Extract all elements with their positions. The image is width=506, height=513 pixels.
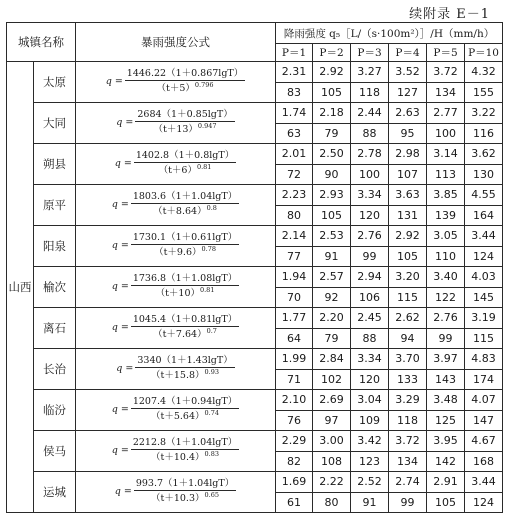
- formula-q-symbol: q =: [116, 116, 134, 128]
- h-value-cell: 109: [351, 410, 389, 431]
- table-row: [7, 226, 503, 247]
- h-value-cell: 76: [276, 410, 313, 431]
- formula-denominator: （t＋10.3）: [151, 493, 205, 505]
- header-intensity: 降雨强度 q₅［L/（s·100m²）］/H（mm/h）: [276, 23, 503, 44]
- h-value-cell: 88: [351, 328, 389, 349]
- header-period: P＝2: [313, 44, 351, 62]
- h-value-cell: 70: [276, 287, 313, 308]
- formula-q-symbol: q =: [111, 403, 129, 415]
- h-value-cell: 61: [276, 492, 313, 513]
- city-name-cell: 阳泉: [34, 226, 76, 267]
- q-value-cell: 2.63: [389, 103, 427, 124]
- formula-q-symbol: q =: [111, 444, 129, 456]
- q-value-cell: 1.99: [276, 349, 313, 370]
- h-value-cell: 102: [313, 369, 351, 390]
- q-value-cell: 2.74: [389, 472, 427, 493]
- formula-cell: [76, 472, 276, 513]
- formula-denominator: （t＋15.8）: [151, 370, 205, 382]
- q-value-cell: 4.07: [465, 390, 503, 411]
- h-value-cell: 94: [389, 328, 427, 349]
- q-value-cell: 2.69: [313, 390, 351, 411]
- q-value-cell: 3.14: [427, 144, 465, 165]
- q-value-cell: 4.32: [465, 62, 503, 83]
- formula-cell: [76, 390, 276, 431]
- q-value-cell: 3.00: [313, 431, 351, 452]
- q-value-cell: 2.18: [313, 103, 351, 124]
- formula-exponent: 0.83: [204, 450, 220, 459]
- h-value-cell: 130: [465, 164, 503, 185]
- formula-q-symbol: q =: [114, 157, 132, 169]
- table-row: [7, 185, 503, 206]
- q-value-cell: 2.23: [276, 185, 313, 206]
- h-value-cell: 92: [313, 287, 351, 308]
- h-value-cell: 139: [427, 205, 465, 226]
- formula-cell: [76, 267, 276, 308]
- q-value-cell: 2.22: [313, 472, 351, 493]
- formula-denominator: （t＋5）: [156, 83, 195, 95]
- formula-denominator: （t＋13）: [153, 124, 198, 136]
- header-period: P＝10: [465, 44, 503, 62]
- q-value-cell: 2.57: [313, 267, 351, 288]
- city-name-cell: 榆次: [34, 267, 76, 308]
- q-value-cell: 3.72: [389, 431, 427, 452]
- header-formula: 暴雨强度公式: [76, 23, 276, 62]
- q-value-cell: 2.77: [427, 103, 465, 124]
- formula-fraction: [115, 479, 236, 505]
- table-row: [7, 267, 503, 288]
- q-value-cell: 3.72: [427, 62, 465, 83]
- q-value-cell: 2.98: [389, 144, 427, 165]
- q-value-cell: 4.67: [465, 431, 503, 452]
- q-value-cell: 2.50: [313, 144, 351, 165]
- formula-exponent: 0.8: [206, 204, 217, 213]
- formula-fraction: [112, 438, 239, 464]
- h-value-cell: 115: [465, 328, 503, 349]
- h-value-cell: 106: [351, 287, 389, 308]
- q-value-cell: 2.45: [351, 308, 389, 329]
- q-value-cell: 2.44: [351, 103, 389, 124]
- h-value-cell: 110: [427, 246, 465, 267]
- q-value-cell: 2.31: [276, 62, 313, 83]
- q-value-cell: 2.91: [427, 472, 465, 493]
- q-value-cell: 2.84: [313, 349, 351, 370]
- h-value-cell: 118: [351, 82, 389, 103]
- h-value-cell: 90: [313, 164, 351, 185]
- formula-numerator: 1803.6（1＋1.04lgT）: [131, 192, 239, 204]
- table-row: [7, 390, 503, 411]
- formula-numerator: 1730.1（1＋0.61lgT）: [131, 233, 239, 245]
- h-value-cell: 108: [313, 451, 351, 472]
- table-row: [7, 144, 503, 165]
- q-value-cell: 4.03: [465, 267, 503, 288]
- q-value-cell: 3.44: [465, 472, 503, 493]
- h-value-cell: 79: [313, 123, 351, 144]
- h-value-cell: 80: [313, 492, 351, 513]
- h-value-cell: 174: [465, 369, 503, 390]
- header-period: P＝3: [351, 44, 389, 62]
- h-value-cell: 142: [427, 451, 465, 472]
- h-value-cell: 97: [313, 410, 351, 431]
- q-value-cell: 2.78: [351, 144, 389, 165]
- formula-numerator: 1736.8（1＋1.08lgT）: [131, 274, 239, 286]
- h-value-cell: 125: [427, 410, 465, 431]
- formula-denominator: （t＋5.64）: [151, 411, 205, 423]
- q-value-cell: 3.04: [351, 390, 389, 411]
- h-value-cell: 124: [465, 492, 503, 513]
- rainfall-intensity-table: [6, 22, 503, 513]
- q-value-cell: 1.94: [276, 267, 313, 288]
- q-value-cell: 3.70: [389, 349, 427, 370]
- table-row: [7, 103, 503, 124]
- q-value-cell: 2.92: [389, 226, 427, 247]
- formula-fraction: [112, 315, 239, 341]
- q-value-cell: 2.62: [389, 308, 427, 329]
- h-value-cell: 145: [465, 287, 503, 308]
- formula-fraction: [112, 397, 239, 423]
- city-name-cell: 长治: [34, 349, 76, 390]
- formula-fraction: [116, 356, 234, 382]
- q-value-cell: 3.40: [427, 267, 465, 288]
- header-period: P＝4: [389, 44, 427, 62]
- formula-numerator: 2684（1＋0.85lgT）: [135, 110, 234, 122]
- h-value-cell: 95: [389, 123, 427, 144]
- formula-q-symbol: q =: [111, 239, 129, 251]
- city-name-cell: 临汾: [34, 390, 76, 431]
- formula-exponent: 0.81: [199, 286, 215, 295]
- header-period: P＝5: [427, 44, 465, 62]
- formula-numerator: 3340（1＋1.43lgT）: [135, 356, 234, 368]
- q-value-cell: 3.95: [427, 431, 465, 452]
- h-value-cell: 134: [389, 451, 427, 472]
- city-name-cell: 原平: [34, 185, 76, 226]
- h-value-cell: 105: [427, 492, 465, 513]
- h-value-cell: 105: [389, 246, 427, 267]
- h-value-cell: 127: [389, 82, 427, 103]
- formula-exponent: 0.7: [206, 327, 217, 336]
- q-value-cell: 2.53: [313, 226, 351, 247]
- h-value-cell: 143: [427, 369, 465, 390]
- formula-fraction: [112, 233, 239, 259]
- formula-fraction: [116, 110, 234, 136]
- q-value-cell: 1.74: [276, 103, 313, 124]
- q-value-cell: 3.22: [465, 103, 503, 124]
- h-value-cell: 63: [276, 123, 313, 144]
- h-value-cell: 147: [465, 410, 503, 431]
- q-value-cell: 3.34: [351, 185, 389, 206]
- h-value-cell: 99: [351, 246, 389, 267]
- city-name-cell: 太原: [34, 62, 76, 103]
- h-value-cell: 79: [313, 328, 351, 349]
- h-value-cell: 113: [427, 164, 465, 185]
- q-value-cell: 2.14: [276, 226, 313, 247]
- q-value-cell: 3.52: [389, 62, 427, 83]
- formula-fraction: [106, 69, 246, 95]
- q-value-cell: 3.29: [389, 390, 427, 411]
- formula-cell: [76, 103, 276, 144]
- table-row: [7, 62, 503, 83]
- q-value-cell: 2.20: [313, 308, 351, 329]
- h-value-cell: 99: [427, 328, 465, 349]
- q-value-cell: 3.05: [427, 226, 465, 247]
- h-value-cell: 134: [427, 82, 465, 103]
- q-value-cell: 2.93: [313, 185, 351, 206]
- q-value-cell: 3.19: [465, 308, 503, 329]
- h-value-cell: 72: [276, 164, 313, 185]
- formula-exponent: 0.78: [201, 245, 216, 254]
- h-value-cell: 124: [465, 246, 503, 267]
- h-value-cell: 120: [351, 369, 389, 390]
- formula-q-symbol: q =: [111, 198, 129, 210]
- q-value-cell: 2.10: [276, 390, 313, 411]
- q-value-cell: 2.76: [427, 308, 465, 329]
- header-city-name: 城镇名称: [7, 23, 76, 62]
- province-cell: 山西: [7, 62, 34, 513]
- q-value-cell: 3.27: [351, 62, 389, 83]
- h-value-cell: 133: [389, 369, 427, 390]
- h-value-cell: 83: [276, 82, 313, 103]
- q-value-cell: 3.63: [389, 185, 427, 206]
- formula-denominator: （t＋7.64）: [153, 329, 207, 341]
- h-value-cell: 100: [351, 164, 389, 185]
- city-name-cell: 运城: [34, 472, 76, 513]
- q-value-cell: 3.48: [427, 390, 465, 411]
- h-value-cell: 131: [389, 205, 427, 226]
- h-value-cell: 100: [427, 123, 465, 144]
- formula-exponent: 0.81: [196, 163, 212, 172]
- formula-cell: [76, 62, 276, 103]
- h-value-cell: 164: [465, 205, 503, 226]
- table-row: [7, 431, 503, 452]
- formula-cell: [76, 226, 276, 267]
- formula-numerator: 2212.8（1＋1.04lgT）: [131, 438, 239, 450]
- formula-exponent: 0.796: [194, 81, 214, 90]
- h-value-cell: 155: [465, 82, 503, 103]
- city-name-cell: 侯马: [34, 431, 76, 472]
- h-value-cell: 168: [465, 451, 503, 472]
- city-name-cell: 朔县: [34, 144, 76, 185]
- formula-fraction: [112, 192, 239, 218]
- h-value-cell: 116: [465, 123, 503, 144]
- formula-exponent: 0.947: [197, 122, 217, 131]
- q-value-cell: 2.94: [351, 267, 389, 288]
- formula-q-symbol: q =: [105, 75, 123, 87]
- q-value-cell: 3.34: [351, 349, 389, 370]
- q-value-cell: 4.83: [465, 349, 503, 370]
- header-period: P＝1: [276, 44, 313, 62]
- h-value-cell: 99: [389, 492, 427, 513]
- h-value-cell: 64: [276, 328, 313, 349]
- formula-cell: [76, 308, 276, 349]
- formula-exponent: 0.93: [204, 368, 220, 377]
- formula-numerator: 1207.4（1＋0.94lgT）: [131, 397, 239, 409]
- city-name-cell: 大同: [34, 103, 76, 144]
- formula-q-symbol: q =: [116, 362, 134, 374]
- q-value-cell: 2.29: [276, 431, 313, 452]
- formula-denominator: （t＋10.4）: [151, 452, 205, 464]
- continued-label: 续附录 E－1: [409, 7, 490, 22]
- q-value-cell: 3.20: [389, 267, 427, 288]
- formula-q-symbol: q =: [111, 280, 129, 292]
- formula-fraction: [115, 151, 236, 177]
- q-value-cell: 1.69: [276, 472, 313, 493]
- formula-exponent: 0.65: [204, 491, 219, 500]
- h-value-cell: 82: [276, 451, 313, 472]
- q-value-cell: 3.62: [465, 144, 503, 165]
- q-value-cell: 3.42: [351, 431, 389, 452]
- h-value-cell: 123: [351, 451, 389, 472]
- formula-cell: [76, 431, 276, 472]
- h-value-cell: 105: [313, 205, 351, 226]
- h-value-cell: 77: [276, 246, 313, 267]
- h-value-cell: 80: [276, 205, 313, 226]
- h-value-cell: 120: [351, 205, 389, 226]
- q-value-cell: 2.52: [351, 472, 389, 493]
- q-value-cell: 2.92: [313, 62, 351, 83]
- table-row: [7, 308, 503, 329]
- formula-cell: [76, 349, 276, 390]
- formula-cell: [76, 144, 276, 185]
- h-value-cell: 88: [351, 123, 389, 144]
- h-value-cell: 122: [427, 287, 465, 308]
- q-value-cell: 1.77: [276, 308, 313, 329]
- city-name-cell: 离石: [34, 308, 76, 349]
- formula-denominator: （t＋6）: [158, 165, 197, 177]
- q-value-cell: 2.76: [351, 226, 389, 247]
- q-value-cell: 3.44: [465, 226, 503, 247]
- h-value-cell: 91: [313, 246, 351, 267]
- h-value-cell: 71: [276, 369, 313, 390]
- h-value-cell: 118: [389, 410, 427, 431]
- q-value-cell: 3.85: [427, 185, 465, 206]
- formula-denominator: （t＋8.64）: [153, 206, 207, 218]
- q-value-cell: 2.01: [276, 144, 313, 165]
- h-value-cell: 105: [313, 82, 351, 103]
- formula-q-symbol: q =: [114, 485, 132, 497]
- h-value-cell: 115: [389, 287, 427, 308]
- table-body: [7, 62, 503, 513]
- formula-q-symbol: q =: [111, 321, 129, 333]
- formula-denominator: （t＋10）: [155, 288, 200, 300]
- formula-fraction: [112, 274, 239, 300]
- formula-denominator: （t＋9.6）: [154, 247, 202, 259]
- formula-cell: [76, 185, 276, 226]
- formula-numerator: 1045.4（1＋0.81lgT）: [131, 315, 239, 327]
- q-value-cell: 3.97: [427, 349, 465, 370]
- h-value-cell: 91: [351, 492, 389, 513]
- formula-numerator: 993.7（1＋1.04lgT）: [134, 479, 236, 491]
- table-row: [7, 472, 503, 493]
- h-value-cell: 107: [389, 164, 427, 185]
- formula-numerator: 1446.22（1＋0.867lgT）: [125, 69, 245, 81]
- formula-numerator: 1402.8（1＋0.8lgT）: [134, 151, 236, 163]
- table-row: [7, 349, 503, 370]
- q-value-cell: 4.55: [465, 185, 503, 206]
- formula-exponent: 0.74: [204, 409, 220, 418]
